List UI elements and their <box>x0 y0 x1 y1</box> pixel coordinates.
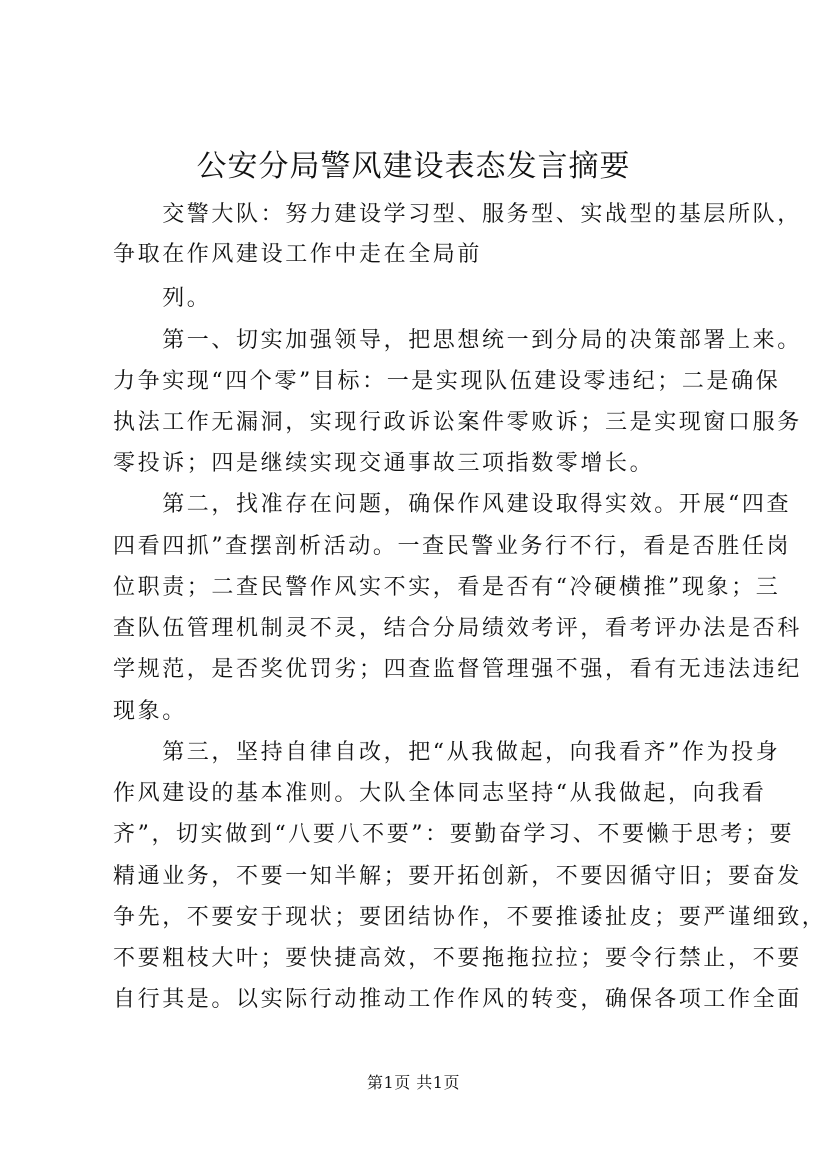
body-line: 不要粗枝大叶；要快捷高效，不要拖拖拉拉；要令行禁止，不要 <box>113 946 802 971</box>
body-line: 查队伍管理机制灵不灵，结合分局绩效考评，看考评办法是否科 <box>113 616 802 641</box>
body-line: 争取在作风建设工作中走在全局前 <box>113 242 483 267</box>
body-line: 争先，不要安于现状；要团结协作，不要推诿扯皮；要严谨细致， <box>113 905 827 930</box>
body-line: 齐”，切实做到“八要八不要”：要勤奋学习、不要懒于思考；要 <box>113 822 795 847</box>
body-line: 精通业务，不要一知半解；要开拓创新，不要因循守旧；要奋发 <box>113 864 802 889</box>
body-line: 第二，找准存在问题，确保作风建设取得实效。开展“四查 <box>113 492 792 517</box>
document-title: 公安分局警风建设表态发言摘要 <box>196 149 631 184</box>
body-line: 交警大队：努力建设学习型、服务型、实战型的基层所队， <box>113 202 802 227</box>
body-line: 列。 <box>113 286 212 311</box>
body-line: 零投诉；四是继续实现交通事故三项指数零增长。 <box>113 451 655 476</box>
body-line: 现象。 <box>113 699 187 724</box>
body-line: 执法工作无漏洞，实现行政诉讼案件零败诉；三是实现窗口服务 <box>113 410 802 435</box>
body-line: 作风建设的基本准则。大队全体同志坚持“从我做起，向我看 <box>113 781 767 806</box>
body-line: 力争实现“四个零”目标：一是实现队伍建设零违纪；二是确保 <box>113 369 781 394</box>
body-line: 自行其是。以实际行动推动工作作风的转变，确保各项工作全面 <box>113 987 802 1012</box>
body-line: 四看四抓”查摆剖析活动。一查民警业务行不行，看是否胜任岗 <box>113 534 792 559</box>
body-line: 第一、切实加强领导，把思想统一到分局的决策部署上来。 <box>113 328 802 353</box>
page-number: 第1页 共1页 <box>367 1073 460 1092</box>
body-line: 位职责；二查民警作风实不实，看是否有“冷硬横推”现象；三 <box>113 575 781 600</box>
body-line: 第三，坚持自律自改，把“从我做起，向我看齐”作为投身 <box>113 740 781 765</box>
body-line: 学规范，是否奖优罚劣；四查监督管理强不强，看有无违法违纪 <box>113 657 802 682</box>
